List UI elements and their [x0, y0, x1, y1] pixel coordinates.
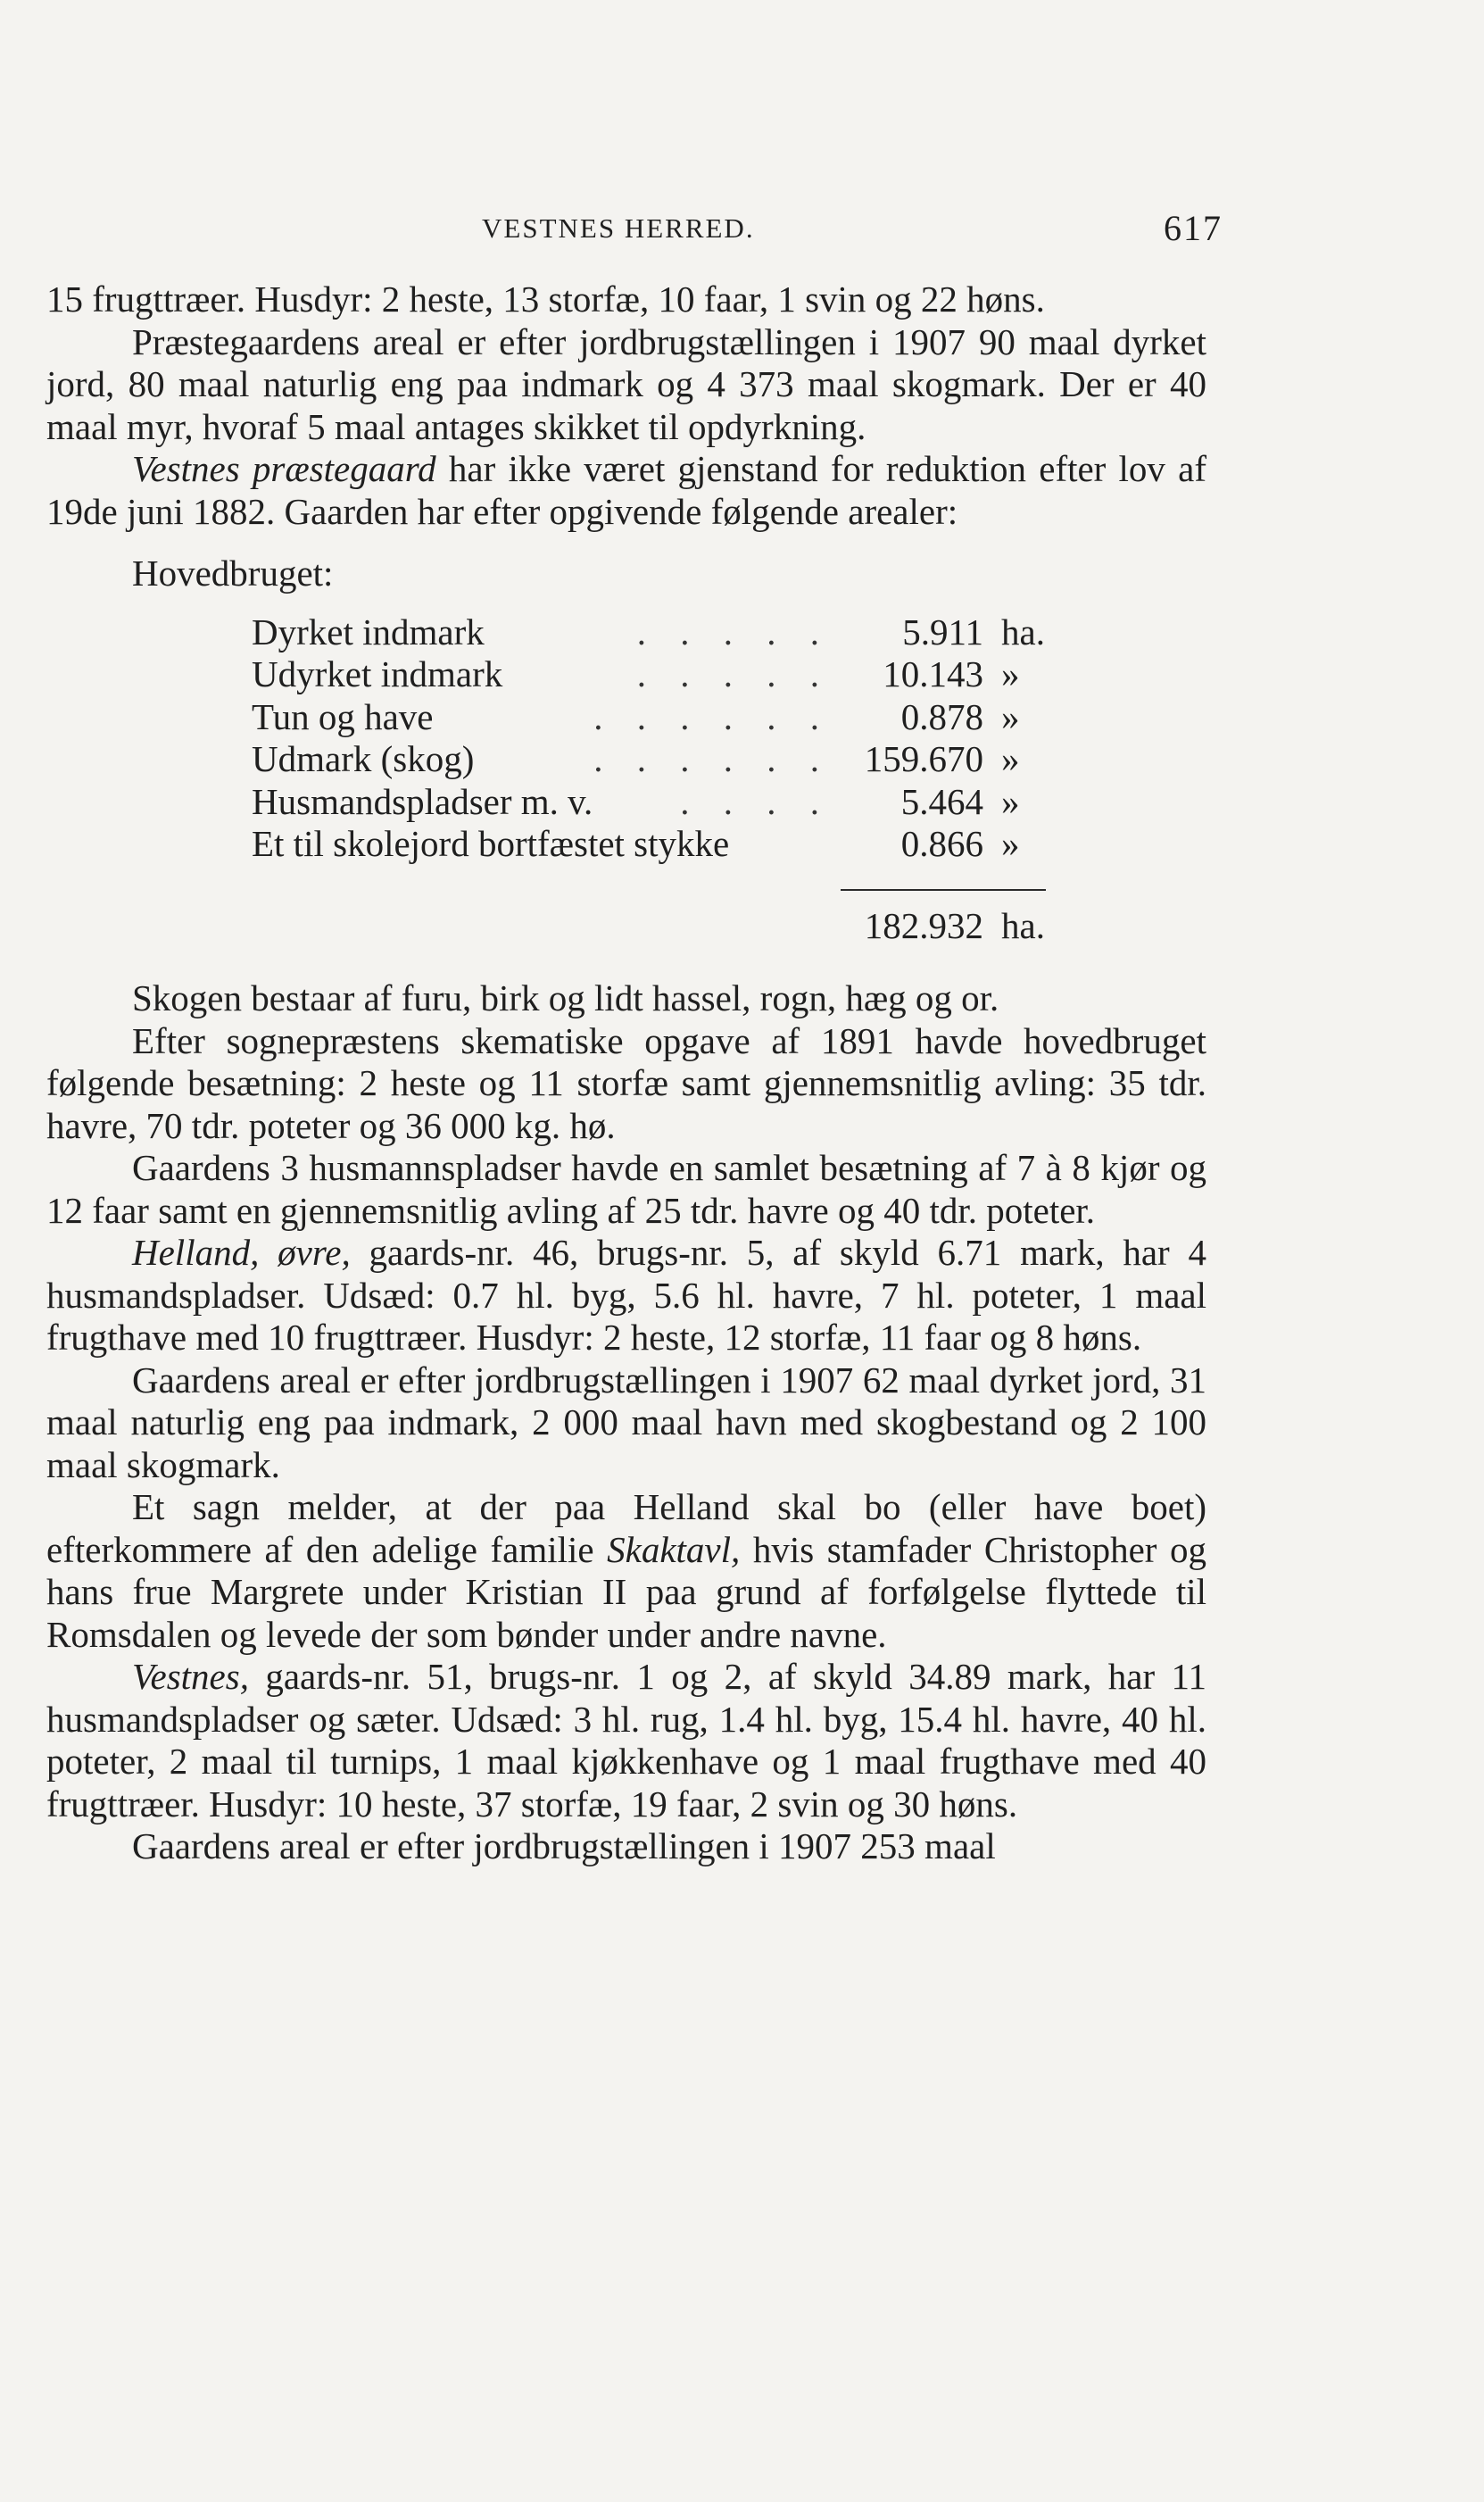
total-value: 182.932 — [864, 904, 983, 946]
sum-rule — [46, 889, 1206, 891]
row-unit: » — [1001, 695, 1020, 737]
table-row — [46, 823, 1206, 866]
paragraph — [46, 1020, 1206, 1148]
italic-text: Vestnes præstegaard — [132, 448, 436, 489]
row-value: 5.911 — [902, 611, 983, 653]
row-value: 0.878 — [900, 695, 983, 737]
row-value: 5.464 — [900, 780, 983, 822]
paragraph — [46, 1359, 1206, 1487]
text-run: Præstegaardens areal er efter jordbrugstællingen i 1907 90 maal dyrket jord, 80 maal naturlig eng paa indmark og 4 373 maal skogmark. Der er 40 maal myr, hvoraf 5 maal antages skikket til opdyrkning. — [46, 320, 1206, 447]
area-table — [46, 553, 1206, 947]
row-leader-dots: . . . . . . — [593, 695, 832, 737]
paragraph — [46, 1147, 1206, 1232]
table-row — [46, 653, 1206, 696]
header-title: VESTNES HERRED. — [482, 212, 755, 244]
paragraphs-top — [46, 278, 1206, 533]
italic-text: Helland, øvre, — [132, 1232, 351, 1273]
text-run: Gaardens 3 husmannspladser havde en samlet besætning af 7 à 8 kjør og 12 faar samt en gjennemsnitlig avling af 25 tdr. havre og 40 tdr. poteter. — [46, 1147, 1206, 1231]
paragraph — [46, 1486, 1206, 1656]
text-run: Gaardens areal er efter jordbrugstællingen i 1907 62 maal dyrket jord, 31 maal naturlig eng paa indmark, 2 000 maal havn med skogbestand og 2 100 maal skogmark. — [46, 1359, 1206, 1485]
row-value: 159.670 — [864, 738, 983, 779]
row-leader-dots: . . . . . . — [593, 738, 832, 779]
page-number: 617 — [1164, 208, 1223, 248]
row-unit: » — [1001, 653, 1020, 694]
paragraph — [46, 321, 1206, 449]
paragraph — [46, 1656, 1206, 1825]
row-label: Udyrket indmark — [252, 653, 503, 694]
text-run: hvis stamfader Christopher og hans frue Margrete under Kristian II paa grund af forfølgelse flyttede til Romsdalen og levede der som bønder under andre navne. — [46, 1528, 1206, 1655]
italic-text: Skaktavl, — [607, 1528, 741, 1570]
row-label: Dyrket indmark — [252, 611, 485, 653]
table-rows — [46, 611, 1206, 866]
table-row — [46, 696, 1206, 739]
paragraph — [46, 278, 1206, 321]
row-unit: » — [1001, 780, 1020, 822]
row-leader-dots: . . . . . — [636, 611, 832, 653]
text-run: Skogen bestaar af furu, birk og lidt hassel, rogn, hæg og or. — [132, 977, 999, 1018]
row-unit: ha. — [1001, 611, 1045, 653]
row-leader-dots: . . . . — [680, 780, 832, 822]
text-run: gaards-nr. 46, brugs-nr. 5, af skyld 6.71 mark, har 4 husmandspladser. Udsæd: 0.7 hl. byg, 5.6 hl. havre, 7 hl. poteter, 1 maal frugthave med 10 frugttræer. Husdyr: 2 heste, 12 storfæ, 11 faar og 8 høns. — [46, 1232, 1206, 1358]
table-row — [46, 611, 1206, 654]
text-run: Gaardens areal er efter jordbrugstællingen i 1907 253 maal — [132, 1825, 996, 1866]
body-text — [46, 278, 1206, 1868]
table-row — [46, 781, 1206, 824]
table-total-row — [46, 905, 1206, 948]
text-run: 15 frugttræer. Husdyr: 2 heste, 13 storfæ, 10 faar, 1 svin og 22 høns. — [46, 278, 1045, 320]
row-value: 10.143 — [883, 653, 983, 694]
paragraph — [46, 448, 1206, 533]
text-run: Et sagn melder, at der paa Helland skal bo (eller have boet) efterkommere af den adelige familie — [46, 1486, 1206, 1570]
row-leader-dots: . . . . . — [636, 653, 832, 694]
paragraphs-bottom — [46, 977, 1206, 1868]
row-label: Et til skolejord bortfæstet stykke — [252, 823, 730, 864]
paragraph — [46, 1232, 1206, 1359]
row-label: Husmandspladser m. v. — [252, 780, 593, 822]
row-unit: » — [1001, 823, 1020, 864]
row-label: Udmark (skog) — [252, 738, 475, 779]
row-unit: » — [1001, 738, 1020, 779]
table-row — [46, 738, 1206, 781]
paragraph — [46, 1825, 1206, 1868]
table-heading: Hovedbruget: — [132, 553, 334, 594]
row-label: Tun og have — [252, 695, 434, 737]
row-value: 0.866 — [900, 823, 983, 864]
text-run: gaards-nr. 51, brugs-nr. 1 og 2, af skyld 34.89 mark, har 11 husmandspladser og sæter. Udsæd: 3 hl. rug, 1.4 hl. byg, 15.4 hl. havre, 40 hl. poteter, 2 maal til turnips, 1 maal kjøkkenhave og 1 maal frugthave med 40 frugttræer. Husdyr: 10 heste, 37 storfæ, 19 faar, 2 svin og 30 høns. — [46, 1656, 1206, 1825]
running-header — [482, 204, 1223, 257]
text-run: Efter sognepræstens skematiske opgave af 1891 havde hovedbruget følgende besætning: 2 heste og 11 storfæ samt gjennemsnitlig avling: 35 tdr. havre, 70 tdr. poteter og 36 000 kg. hø. — [46, 1019, 1206, 1146]
paragraph — [46, 977, 1206, 1020]
italic-text: Vestnes, — [132, 1656, 249, 1697]
total-unit: ha. — [1001, 904, 1045, 946]
text-run: har ikke været gjenstand for reduktion efter lov af 19de juni 1882. Gaarden har efter opgivende følgende arealer: — [46, 448, 1206, 532]
